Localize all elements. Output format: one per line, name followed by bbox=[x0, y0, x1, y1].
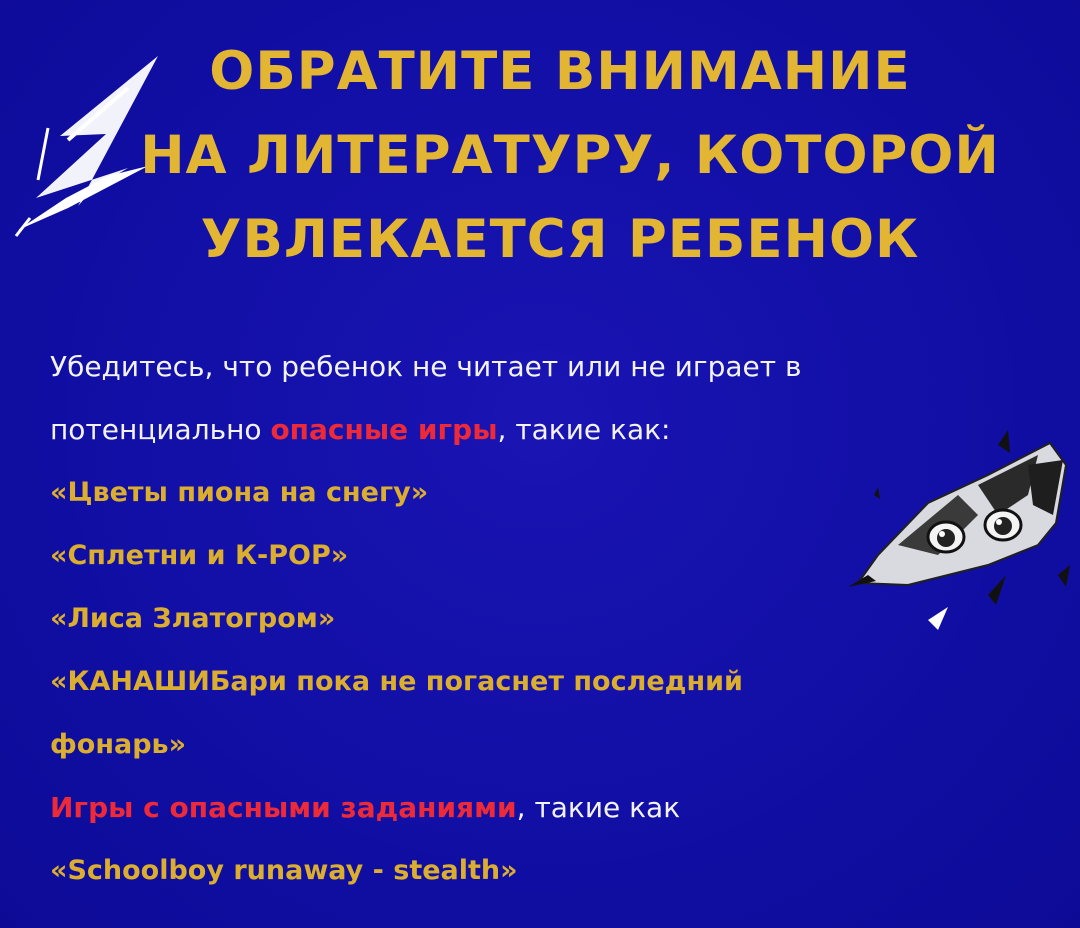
dangerous-tasks-highlight: Игры с опасными заданиями bbox=[50, 791, 517, 824]
headline-line-1: ОБРАТИТЕ ВНИМАНИЕ bbox=[209, 41, 911, 102]
game-title-1: «Цветы пиона на снегу» bbox=[50, 477, 429, 508]
intro-prefix: потенциально bbox=[50, 413, 271, 446]
second-line bbox=[50, 776, 1030, 839]
intro-line-1: Убедитесь, что ребенок не читает или не играет в bbox=[50, 350, 802, 383]
dangerous-games-highlight: опасные игры bbox=[270, 413, 498, 446]
game-title-3: «Лиса Златогром» bbox=[50, 603, 336, 634]
game-title-4: «КАНАШИБари пока не погаснет последний bbox=[50, 666, 743, 697]
second-suffix: , такие как bbox=[516, 791, 681, 824]
anime-eyes-illustration bbox=[838, 425, 1080, 640]
game-title-4-continued: фонарь» bbox=[50, 729, 187, 760]
game-title-2: «Сплетни и К-POP» bbox=[50, 540, 349, 571]
headline-line-3: УВЛЕКАЕТСЯ РЕБЕНОК bbox=[200, 209, 920, 270]
intro-suffix: , такие как: bbox=[497, 413, 671, 446]
headline-line-2: НА ЛИТЕРАТУРУ, КОТОРОЙ bbox=[140, 125, 1000, 186]
game-title-5: «Schoolboy runaway - stealth» bbox=[50, 855, 518, 886]
headline bbox=[0, 30, 1080, 282]
